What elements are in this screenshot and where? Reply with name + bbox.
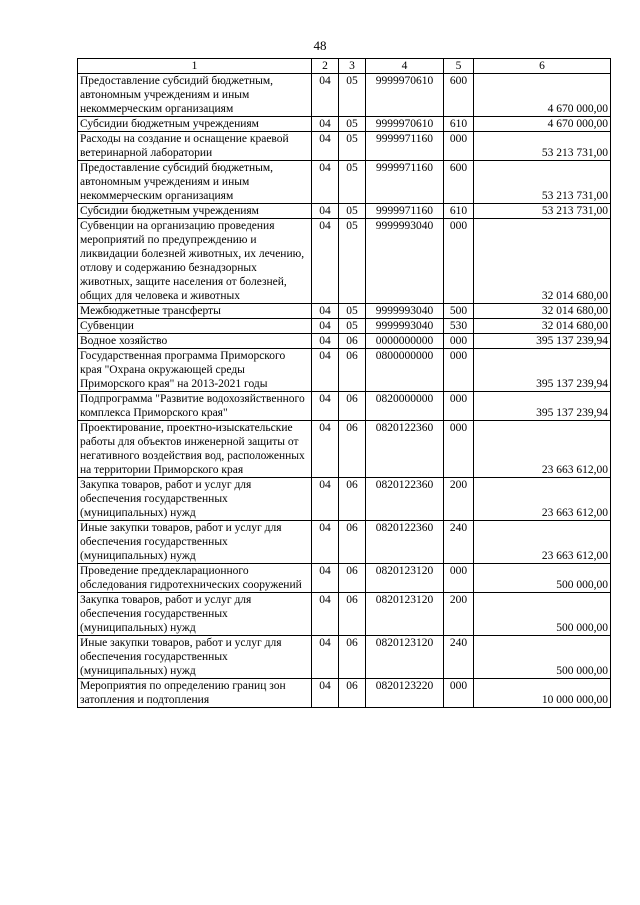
amount-value: 395 137 239,94 <box>474 349 611 392</box>
amount-value: 32 014 680,00 <box>474 319 611 334</box>
target-article-code: 9999993040 <box>366 319 444 334</box>
section-code: 04 <box>312 421 339 478</box>
expense-type-code: 610 <box>444 204 474 219</box>
expense-type-code: 500 <box>444 304 474 319</box>
item-name: Иные закупки товаров, работ и услуг для обеспечения государственных (муниципальных) нужд <box>78 636 312 679</box>
header-cell: 1 <box>78 59 312 74</box>
target-article-code: 9999970610 <box>366 117 444 132</box>
table-row <box>78 161 611 204</box>
section-code: 04 <box>312 74 339 117</box>
subsection-code: 05 <box>339 319 366 334</box>
subsection-code: 05 <box>339 74 366 117</box>
section-code: 04 <box>312 319 339 334</box>
amount-value: 500 000,00 <box>474 636 611 679</box>
subsection-code: 05 <box>339 219 366 304</box>
expense-type-code: 000 <box>444 219 474 304</box>
amount-value: 395 137 239,94 <box>474 334 611 349</box>
header-cell: 5 <box>444 59 474 74</box>
item-name: Иные закупки товаров, работ и услуг для обеспечения государственных (муниципальных) нужд <box>78 521 312 564</box>
section-code: 04 <box>312 117 339 132</box>
target-article-code: 0820123220 <box>366 679 444 708</box>
table-row <box>78 593 611 636</box>
expense-type-code: 000 <box>444 392 474 421</box>
target-article-code: 0000000000 <box>366 334 444 349</box>
section-code: 04 <box>312 304 339 319</box>
budget-table <box>77 58 611 708</box>
subsection-code: 06 <box>339 521 366 564</box>
table-row <box>78 564 611 593</box>
item-name: Проведение преддекларационного обследования гидротехнических сооружений <box>78 564 312 593</box>
item-name: Межбюджетные трансферты <box>78 304 312 319</box>
amount-value: 500 000,00 <box>474 564 611 593</box>
table-row <box>78 219 611 304</box>
expense-type-code: 000 <box>444 564 474 593</box>
header-cell: 6 <box>474 59 611 74</box>
amount-value: 23 663 612,00 <box>474 521 611 564</box>
amount-value: 10 000 000,00 <box>474 679 611 708</box>
subsection-code: 05 <box>339 204 366 219</box>
table-row <box>78 334 611 349</box>
item-name: Проектирование, проектно-изыскательские работы для объектов инженерной защиты от негативного воздействия вод, расположенных на территории Приморского края <box>78 421 312 478</box>
header-cell: 3 <box>339 59 366 74</box>
expense-type-code: 240 <box>444 521 474 564</box>
amount-value: 4 670 000,00 <box>474 117 611 132</box>
item-name: Предоставление субсидий бюджетным, автономным учреждениям и иным некоммерческим организациям <box>78 161 312 204</box>
amount-value: 4 670 000,00 <box>474 74 611 117</box>
subsection-code: 06 <box>339 392 366 421</box>
amount-value: 32 014 680,00 <box>474 219 611 304</box>
amount-value: 53 213 731,00 <box>474 204 611 219</box>
section-code: 04 <box>312 334 339 349</box>
target-article-code: 9999993040 <box>366 304 444 319</box>
page-number: 48 <box>313 38 327 53</box>
section-code: 04 <box>312 593 339 636</box>
item-name: Водное хозяйство <box>78 334 312 349</box>
header-row <box>78 59 611 74</box>
item-name: Субвенции на организацию проведения мероприятий по предупреждению и ликвидации болезней животных, их лечению, отлову и содержанию безнадзорных животных, защите населения от болезней, общих для человека и животных <box>78 219 312 304</box>
amount-value: 32 014 680,00 <box>474 304 611 319</box>
expense-type-code: 610 <box>444 117 474 132</box>
target-article-code: 0820123120 <box>366 593 444 636</box>
header-cell: 4 <box>366 59 444 74</box>
target-article-code: 0820000000 <box>366 392 444 421</box>
subsection-code: 05 <box>339 117 366 132</box>
item-name: Мероприятия по определению границ зон затопления и подтопления <box>78 679 312 708</box>
item-name: Подпрограмма "Развитие водохозяйственного комплекса Приморского края" <box>78 392 312 421</box>
item-name: Закупка товаров, работ и услуг для обеспечения государственных (муниципальных) нужд <box>78 478 312 521</box>
section-code: 04 <box>312 521 339 564</box>
header-cell: 2 <box>312 59 339 74</box>
table-row <box>78 392 611 421</box>
table-row <box>78 349 611 392</box>
subsection-code: 06 <box>339 679 366 708</box>
table-row <box>78 421 611 478</box>
subsection-code: 06 <box>339 593 366 636</box>
expense-type-code: 000 <box>444 349 474 392</box>
amount-value: 500 000,00 <box>474 593 611 636</box>
section-code: 04 <box>312 349 339 392</box>
section-code: 04 <box>312 219 339 304</box>
expense-type-code: 000 <box>444 679 474 708</box>
table-row <box>78 304 611 319</box>
table-row <box>78 679 611 708</box>
subsection-code: 06 <box>339 421 366 478</box>
expense-type-code: 600 <box>444 74 474 117</box>
subsection-code: 05 <box>339 304 366 319</box>
target-article-code: 9999993040 <box>366 219 444 304</box>
expense-type-code: 200 <box>444 593 474 636</box>
item-name: Субсидии бюджетным учреждениям <box>78 204 312 219</box>
target-article-code: 9999971160 <box>366 132 444 161</box>
section-code: 04 <box>312 636 339 679</box>
expense-type-code: 000 <box>444 334 474 349</box>
table-row <box>78 117 611 132</box>
target-article-code: 9999971160 <box>366 161 444 204</box>
target-article-code: 9999970610 <box>366 74 444 117</box>
item-name: Субвенции <box>78 319 312 334</box>
subsection-code: 06 <box>339 334 366 349</box>
amount-value: 53 213 731,00 <box>474 161 611 204</box>
item-name: Закупка товаров, работ и услуг для обеспечения государственных (муниципальных) нужд <box>78 593 312 636</box>
expense-type-code: 000 <box>444 421 474 478</box>
item-name: Субсидии бюджетным учреждениям <box>78 117 312 132</box>
target-article-code: 0820123120 <box>366 636 444 679</box>
section-code: 04 <box>312 392 339 421</box>
expense-type-code: 530 <box>444 319 474 334</box>
table-row <box>78 204 611 219</box>
table-row <box>78 319 611 334</box>
subsection-code: 06 <box>339 478 366 521</box>
expense-type-code: 240 <box>444 636 474 679</box>
subsection-code: 05 <box>339 132 366 161</box>
table-row <box>78 478 611 521</box>
table-row <box>78 132 611 161</box>
expense-type-code: 600 <box>444 161 474 204</box>
section-code: 04 <box>312 204 339 219</box>
amount-value: 53 213 731,00 <box>474 132 611 161</box>
table-row <box>78 636 611 679</box>
table-row <box>78 521 611 564</box>
subsection-code: 05 <box>339 161 366 204</box>
item-name: Предоставление субсидий бюджетным, автономным учреждениям и иным некоммерческим организациям <box>78 74 312 117</box>
target-article-code: 0820122360 <box>366 521 444 564</box>
target-article-code: 0800000000 <box>366 349 444 392</box>
target-article-code: 0820122360 <box>366 421 444 478</box>
amount-value: 23 663 612,00 <box>474 478 611 521</box>
amount-value: 395 137 239,94 <box>474 392 611 421</box>
section-code: 04 <box>312 132 339 161</box>
expense-type-code: 200 <box>444 478 474 521</box>
item-name: Расходы на создание и оснащение краевой ветеринарной лаборатории <box>78 132 312 161</box>
table-body <box>78 74 611 708</box>
expense-type-code: 000 <box>444 132 474 161</box>
target-article-code: 0820123120 <box>366 564 444 593</box>
section-code: 04 <box>312 161 339 204</box>
subsection-code: 06 <box>339 564 366 593</box>
subsection-code: 06 <box>339 636 366 679</box>
section-code: 04 <box>312 679 339 708</box>
amount-value: 23 663 612,00 <box>474 421 611 478</box>
item-name: Государственная программа Приморского края "Охрана окружающей среды Приморского края" на 2013-2021 годы <box>78 349 312 392</box>
subsection-code: 06 <box>339 349 366 392</box>
section-code: 04 <box>312 564 339 593</box>
table-row <box>78 74 611 117</box>
target-article-code: 9999971160 <box>366 204 444 219</box>
section-code: 04 <box>312 478 339 521</box>
target-article-code: 0820122360 <box>366 478 444 521</box>
